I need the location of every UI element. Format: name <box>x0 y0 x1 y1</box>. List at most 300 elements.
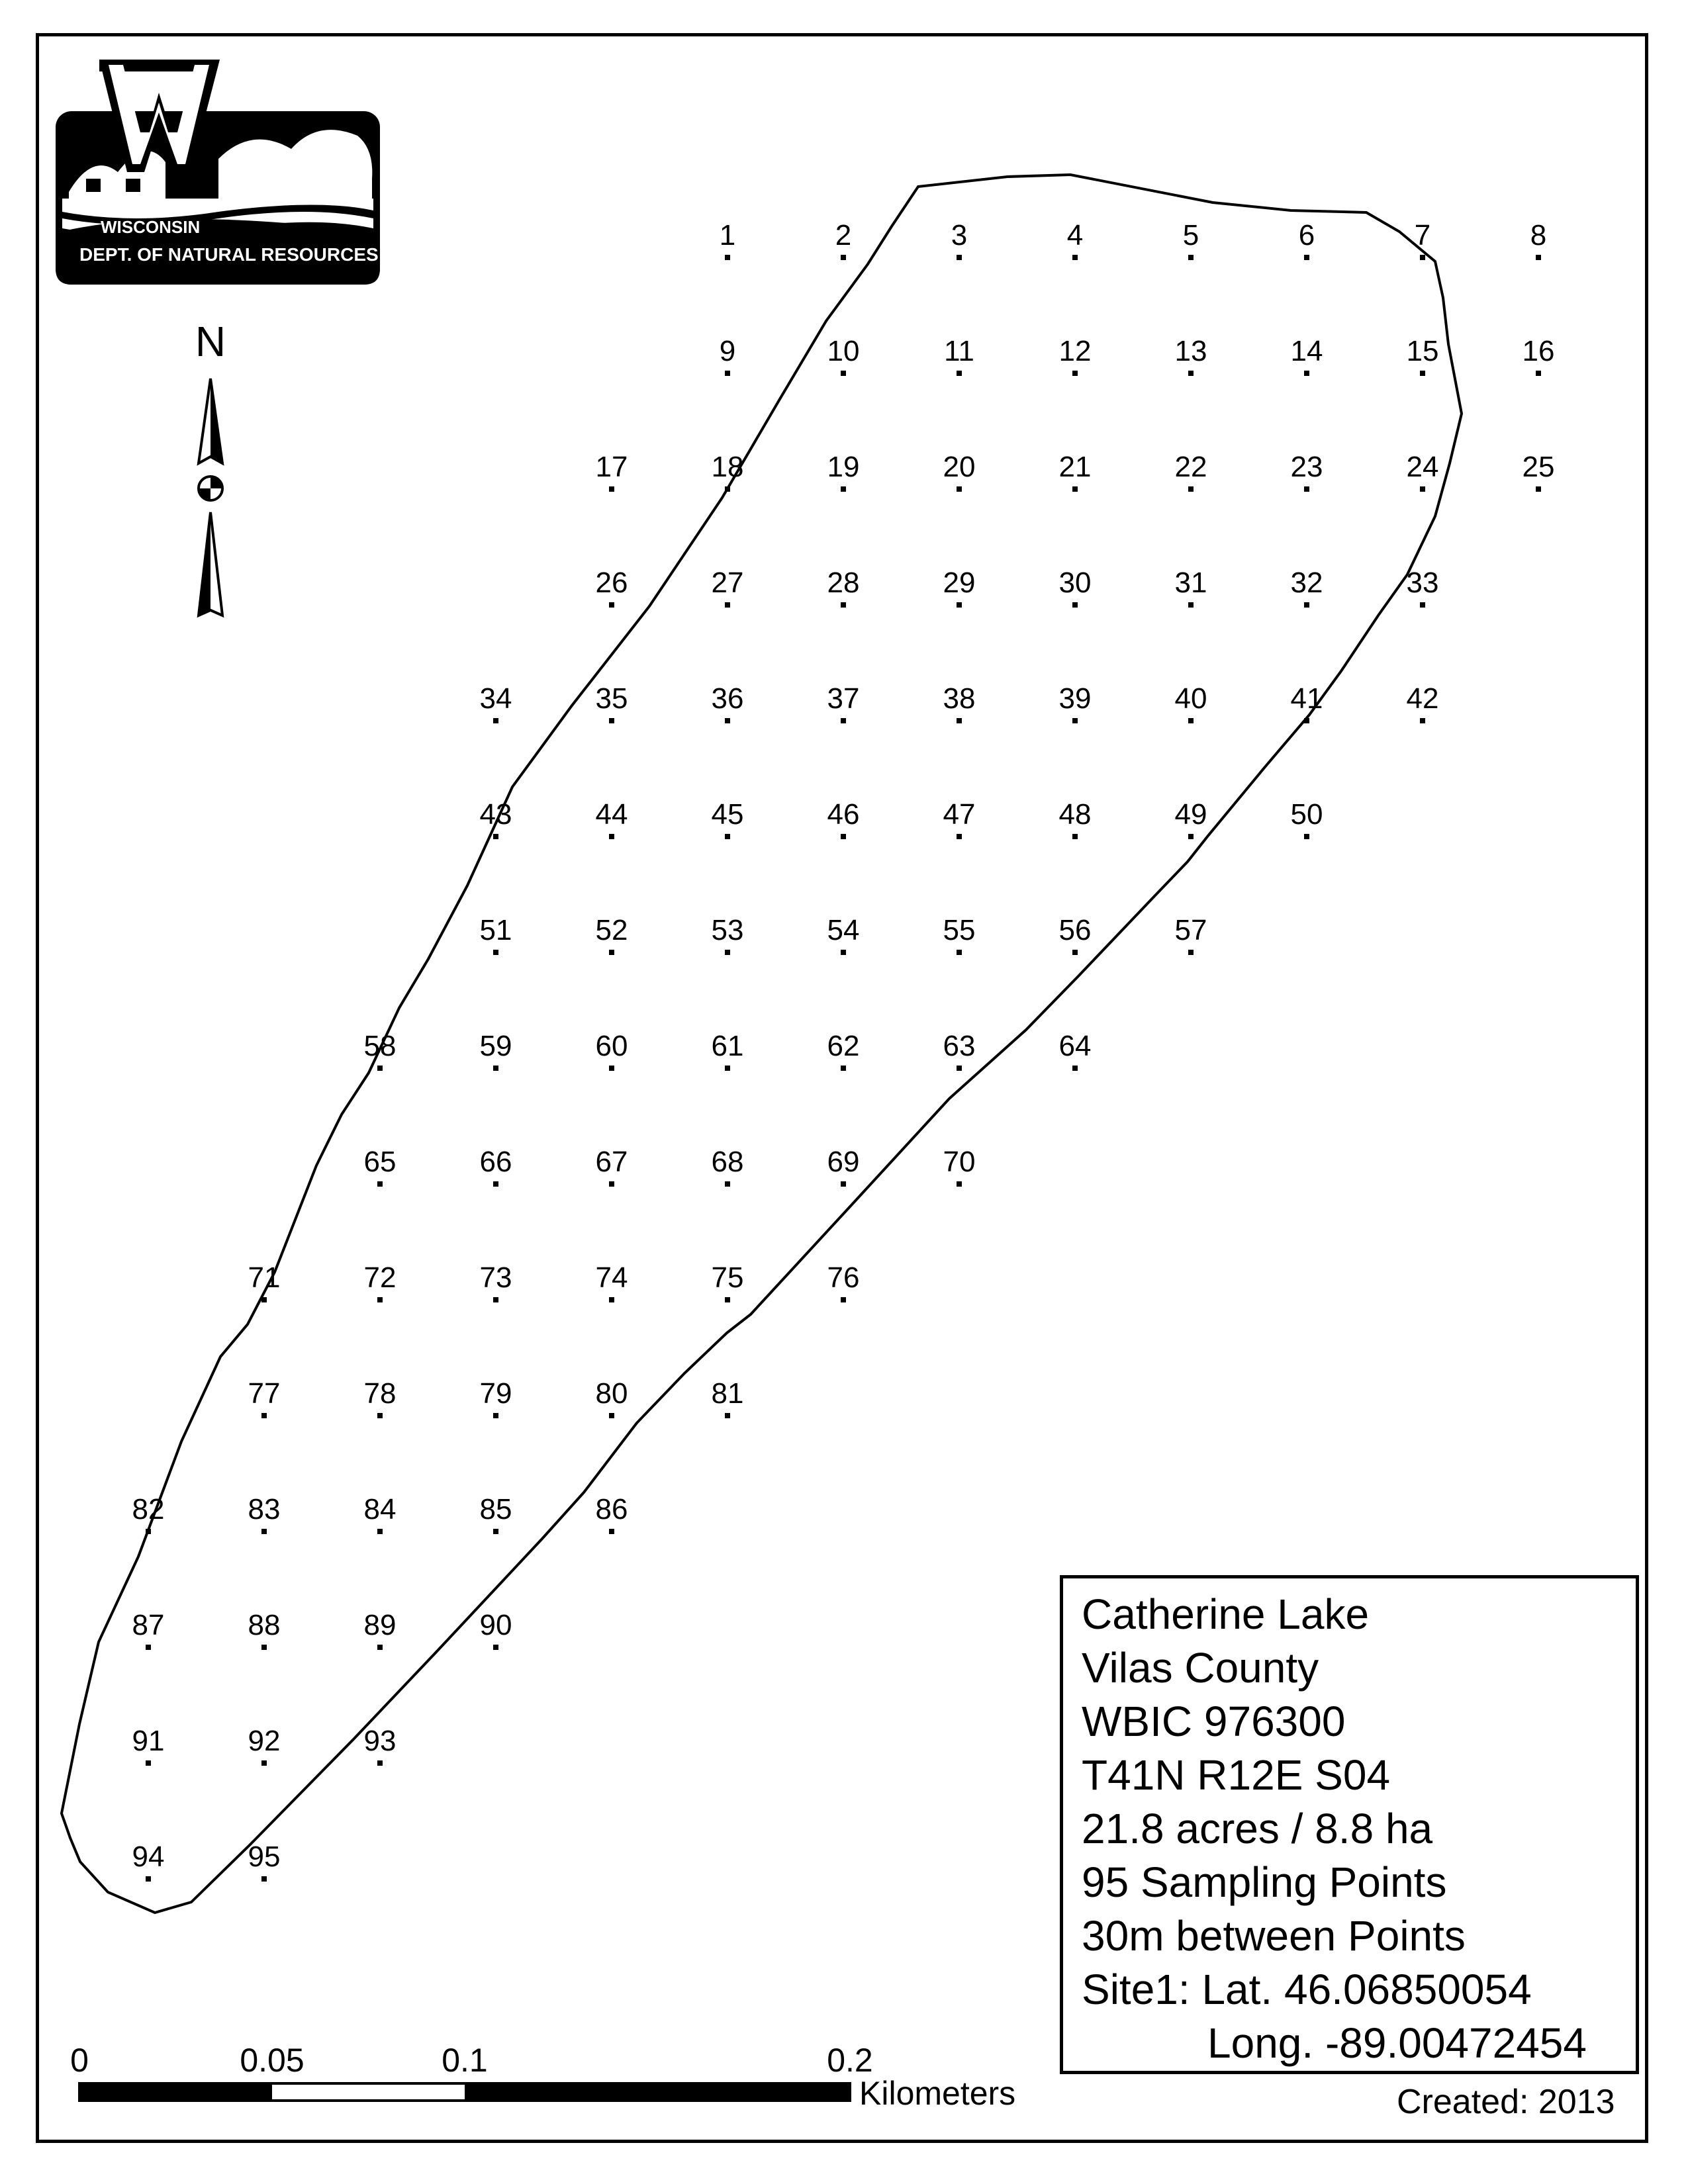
sampling-point-marker <box>725 1413 730 1418</box>
sampling-point <box>1175 335 1207 376</box>
sampling-point-label: 67 <box>595 1146 628 1178</box>
sampling-point-marker <box>1188 602 1194 608</box>
sampling-point <box>480 682 512 723</box>
sampling-point <box>364 1030 397 1071</box>
sampling-point <box>1059 798 1092 839</box>
sampling-point-label: 65 <box>363 1146 397 1178</box>
sampling-point-label: 61 <box>711 1030 744 1062</box>
sampling-point-marker <box>493 1181 498 1187</box>
sampling-point <box>712 1030 744 1071</box>
sampling-point-label: 76 <box>827 1261 860 1294</box>
sampling-point-label: 95 <box>248 1841 281 1873</box>
sampling-point <box>827 451 860 492</box>
sampling-point-label: 48 <box>1058 798 1092 831</box>
sampling-point-marker <box>1072 486 1078 492</box>
sampling-point-label: 42 <box>1406 682 1439 715</box>
sampling-point <box>248 1725 281 1766</box>
sampling-point-marker <box>1188 371 1194 376</box>
sampling-point-label: 85 <box>479 1493 512 1525</box>
sampling-point-marker <box>377 1297 383 1302</box>
sampling-point <box>827 682 860 723</box>
sampling-point-label: 81 <box>711 1377 744 1410</box>
sampling-point <box>720 335 735 376</box>
sampling-point-marker <box>1188 486 1194 492</box>
sampling-point-label: 24 <box>1406 451 1439 483</box>
sampling-point-label: 20 <box>943 451 976 483</box>
sampling-point <box>1299 219 1315 260</box>
sampling-point-marker <box>261 1876 267 1882</box>
sampling-point-label: 77 <box>248 1377 281 1410</box>
sampling-point-marker <box>1420 371 1425 376</box>
sampling-point-marker <box>841 718 846 723</box>
sampling-point-marker <box>725 486 730 492</box>
sampling-point-marker <box>146 1645 151 1650</box>
sampling-point-label: 18 <box>711 451 744 483</box>
sampling-point-label: 62 <box>827 1030 860 1062</box>
sampling-point <box>1523 451 1555 492</box>
sampling-point-label: 56 <box>1058 914 1092 946</box>
sampling-point-marker <box>841 371 846 376</box>
sampling-point-label: 84 <box>363 1493 397 1525</box>
sampling-point <box>827 567 860 608</box>
sampling-point <box>835 219 851 260</box>
sampling-point-marker <box>957 834 962 839</box>
sampling-point-marker <box>725 255 730 260</box>
sampling-point-label: 93 <box>363 1725 397 1757</box>
sampling-point-marker <box>493 1297 498 1302</box>
sampling-point <box>596 567 628 608</box>
sampling-point-marker <box>493 950 498 955</box>
sampling-point-label: 27 <box>711 567 744 599</box>
scale-tick-0: 0 <box>70 2042 89 2079</box>
sampling-point <box>248 1609 281 1650</box>
sampling-point <box>943 567 976 608</box>
sampling-point-marker <box>725 1181 730 1187</box>
sampling-point-marker <box>493 718 498 723</box>
sampling-point-marker <box>493 1066 498 1071</box>
sampling-point <box>944 335 974 376</box>
sampling-point <box>248 1841 281 1882</box>
sampling-point <box>132 1841 165 1882</box>
sampling-point-label: 52 <box>595 914 628 946</box>
sampling-point-marker <box>261 1760 267 1766</box>
sampling-point <box>596 1493 628 1534</box>
sampling-point-marker <box>1072 602 1078 608</box>
sampling-point-marker <box>1188 950 1194 955</box>
sampling-point-marker <box>609 1181 614 1187</box>
logo-line2: DEPT. OF NATURAL RESOURCES <box>79 244 379 265</box>
sampling-point-marker <box>957 255 962 260</box>
sampling-point <box>364 1377 397 1418</box>
sampling-point-label: 34 <box>479 682 512 715</box>
sampling-point-marker <box>146 1876 151 1882</box>
sampling-point-label: 91 <box>132 1725 165 1757</box>
sampling-point-marker <box>957 950 962 955</box>
sampling-point-label: 15 <box>1406 335 1439 367</box>
sampling-point-label: 90 <box>479 1609 512 1641</box>
sampling-point <box>712 914 744 955</box>
sampling-point-marker <box>1072 1066 1078 1071</box>
sampling-point <box>1175 682 1207 723</box>
sampling-point <box>1291 567 1323 608</box>
sampling-point <box>132 1725 165 1766</box>
sampling-point-label: 82 <box>132 1493 165 1525</box>
sampling-point-label: 3 <box>951 219 968 251</box>
sampling-point <box>1291 451 1323 492</box>
sampling-point <box>943 798 976 839</box>
sampling-point-marker <box>609 1413 614 1418</box>
sampling-point-marker <box>841 1181 846 1187</box>
sampling-point-label: 73 <box>479 1261 512 1294</box>
sampling-point-marker <box>1072 255 1078 260</box>
sampling-point-marker <box>1072 371 1078 376</box>
logo-line1: WISCONSIN <box>101 217 201 237</box>
sampling-point-marker <box>1536 486 1541 492</box>
sampling-point-label: 10 <box>827 335 860 367</box>
sampling-point-marker <box>1304 602 1309 608</box>
sampling-point-marker <box>1188 255 1194 260</box>
sampling-point-marker <box>377 1645 383 1650</box>
site-latitude: Site1: Lat. 46.06850054 <box>1082 1966 1532 2013</box>
sampling-point-label: 31 <box>1174 567 1207 599</box>
sampling-point-marker <box>725 950 730 955</box>
sampling-point-marker <box>841 950 846 955</box>
sampling-point <box>712 1146 744 1187</box>
sampling-point <box>712 451 744 492</box>
sampling-point-marker <box>261 1413 267 1418</box>
sampling-point-marker <box>1304 371 1309 376</box>
sampling-point-marker <box>609 1066 614 1071</box>
sampling-point-label: 4 <box>1066 219 1084 251</box>
sampling-point <box>480 914 512 955</box>
sampling-point-label: 5 <box>1182 219 1199 251</box>
lake-area: 21.8 acres / 8.8 ha <box>1082 1805 1433 1852</box>
sampling-point-marker <box>146 1760 151 1766</box>
sampling-point-label: 25 <box>1522 451 1555 483</box>
sampling-point-marker <box>957 371 962 376</box>
sampling-point-marker <box>841 486 846 492</box>
sampling-point-label: 68 <box>711 1146 744 1178</box>
sampling-point-label: 29 <box>943 567 976 599</box>
sampling-point-label: 46 <box>827 798 860 831</box>
sampling-point-marker <box>609 602 614 608</box>
sampling-point <box>248 1261 281 1302</box>
sampling-point-marker <box>377 1066 383 1071</box>
sampling-point-label: 33 <box>1406 567 1439 599</box>
sampling-point <box>364 1725 397 1766</box>
sampling-point <box>364 1261 397 1302</box>
sampling-point-label: 37 <box>827 682 860 715</box>
sampling-point-label: 66 <box>479 1146 512 1178</box>
sampling-point-label: 11 <box>944 335 974 367</box>
sampling-point-marker <box>1072 834 1078 839</box>
sampling-point-marker <box>725 834 730 839</box>
sampling-point-label: 74 <box>595 1261 628 1294</box>
wdnr-logo-icon <box>56 60 380 285</box>
sampling-point-label: 47 <box>943 798 976 831</box>
sampling-point <box>596 1030 628 1071</box>
sampling-point-label: 64 <box>1058 1030 1092 1062</box>
sampling-point <box>720 219 735 260</box>
sampling-point-marker <box>493 834 498 839</box>
sampling-point-marker <box>146 1529 151 1534</box>
sampling-point-marker <box>1304 834 1309 839</box>
created-date: Created: 2013 <box>1397 2083 1615 2121</box>
sampling-point <box>943 451 976 492</box>
sampling-point-label: 36 <box>711 682 744 715</box>
sampling-point-label: 16 <box>1522 335 1555 367</box>
sampling-point <box>480 1030 512 1071</box>
sampling-point-marker <box>841 1066 846 1071</box>
sampling-point <box>596 451 628 492</box>
sampling-point-label: 40 <box>1174 682 1207 715</box>
sampling-point-marker <box>609 1297 614 1302</box>
sampling-point <box>1523 335 1555 376</box>
sampling-point-marker <box>725 1297 730 1302</box>
sampling-point-label: 79 <box>479 1377 512 1410</box>
sampling-point <box>1407 451 1439 492</box>
sampling-point-label: 23 <box>1290 451 1323 483</box>
sampling-point-marker <box>957 486 962 492</box>
sampling-point <box>480 1609 512 1650</box>
sampling-point-marker <box>1420 718 1425 723</box>
sampling-point-label: 88 <box>248 1609 281 1641</box>
sampling-point-label: 22 <box>1174 451 1207 483</box>
plss-location: T41N R12E S04 <box>1082 1751 1391 1799</box>
sampling-point-marker <box>609 718 614 723</box>
sampling-point-label: 58 <box>363 1030 397 1062</box>
sampling-point-marker <box>957 718 962 723</box>
sampling-point-marker <box>957 1181 962 1187</box>
sampling-point-label: 35 <box>595 682 628 715</box>
sampling-point-label: 89 <box>363 1609 397 1641</box>
sampling-point-marker <box>1072 718 1078 723</box>
sampling-point-marker <box>1304 255 1309 260</box>
sampling-point-label: 87 <box>132 1609 165 1641</box>
sampling-point <box>1175 914 1207 955</box>
sampling-point-label: 92 <box>248 1725 281 1757</box>
sampling-point-marker <box>377 1413 383 1418</box>
sampling-point <box>827 1146 860 1187</box>
sampling-point <box>1291 798 1323 839</box>
sampling-point <box>1291 335 1323 376</box>
sampling-point-marker <box>841 834 846 839</box>
north-arrow-icon <box>195 318 226 615</box>
sampling-point <box>827 1261 860 1302</box>
sampling-point <box>1183 219 1199 260</box>
sampling-point-label: 19 <box>827 451 860 483</box>
sampling-point-marker <box>261 1297 267 1302</box>
sampling-point <box>1175 798 1207 839</box>
sampling-point-label: 7 <box>1414 219 1431 251</box>
north-label: N <box>195 318 226 365</box>
sampling-point <box>943 914 976 955</box>
sampling-point-marker <box>957 1066 962 1071</box>
sampling-point-label: 70 <box>943 1146 976 1178</box>
sampling-point-marker <box>1420 255 1425 260</box>
sampling-point-label: 80 <box>595 1377 628 1410</box>
sampling-point-label: 6 <box>1298 219 1315 251</box>
sampling-point-label: 8 <box>1530 219 1547 251</box>
sampling-point <box>596 682 628 723</box>
sampling-point-label: 50 <box>1290 798 1323 831</box>
sampling-point-label: 14 <box>1290 335 1323 367</box>
sampling-point-label: 78 <box>363 1377 397 1410</box>
sampling-point <box>712 1377 744 1418</box>
sampling-point-marker <box>261 1529 267 1534</box>
sampling-point-marker <box>1304 486 1309 492</box>
sampling-point-label: 13 <box>1174 335 1207 367</box>
sampling-point-label: 30 <box>1058 567 1092 599</box>
sampling-point-label: 39 <box>1058 682 1092 715</box>
sampling-point <box>1407 335 1439 376</box>
sampling-point <box>1530 219 1546 260</box>
sampling-point <box>132 1609 165 1650</box>
sampling-point <box>1059 1030 1092 1071</box>
sampling-point-label: 60 <box>595 1030 628 1062</box>
site-longitude: Long. -89.00472454 <box>1207 2019 1587 2067</box>
sampling-point-label: 1 <box>719 219 736 251</box>
sampling-point-marker <box>1072 950 1078 955</box>
sampling-point-label: 72 <box>363 1261 397 1294</box>
scale-tick-1: 0.05 <box>240 2042 305 2079</box>
sampling-point-label: 69 <box>827 1146 860 1178</box>
sampling-point-marker <box>725 1066 730 1071</box>
sampling-point <box>1059 914 1092 955</box>
county-name: Vilas County <box>1082 1644 1319 1692</box>
sampling-point <box>712 798 744 839</box>
sampling-point <box>596 1377 628 1418</box>
sampling-point-marker <box>841 602 846 608</box>
sampling-point-label: 2 <box>835 219 852 251</box>
sampling-point <box>1175 567 1207 608</box>
sampling-point <box>1059 567 1092 608</box>
scale-tick-2: 0.1 <box>442 2042 488 2079</box>
sampling-point-label: 94 <box>132 1841 165 1873</box>
sampling-point-label: 51 <box>479 914 512 946</box>
sampling-point-marker <box>493 1529 498 1534</box>
sampling-point-marker <box>493 1645 498 1650</box>
sampling-point <box>712 567 744 608</box>
sampling-point <box>248 1377 281 1418</box>
sampling-point-marker <box>1536 255 1541 260</box>
sampling-point-label: 12 <box>1058 335 1092 367</box>
sampling-point <box>943 1146 976 1187</box>
sampling-point <box>480 798 512 839</box>
sampling-point <box>827 1030 860 1071</box>
sampling-point-label: 71 <box>248 1261 281 1294</box>
sampling-point-count: 95 Sampling Points <box>1082 1858 1447 1906</box>
sampling-point-marker <box>725 602 730 608</box>
sampling-point-label: 9 <box>719 335 736 367</box>
sampling-point-marker <box>377 1529 383 1534</box>
sampling-point-label: 63 <box>943 1030 976 1062</box>
sampling-point <box>480 1146 512 1187</box>
sampling-point-label: 57 <box>1174 914 1207 946</box>
sampling-point <box>480 1261 512 1302</box>
sampling-point-label: 75 <box>711 1261 744 1294</box>
sampling-point-marker <box>1420 486 1425 492</box>
lake-name: Catherine Lake <box>1082 1590 1370 1638</box>
sampling-point-label: 53 <box>711 914 744 946</box>
sampling-point-label: 44 <box>595 798 628 831</box>
sampling-point-marker <box>841 1297 846 1302</box>
sampling-point <box>596 914 628 955</box>
sampling-point-marker <box>725 718 730 723</box>
sampling-point-marker <box>725 371 730 376</box>
sampling-point <box>1059 451 1092 492</box>
sampling-point <box>712 1261 744 1302</box>
sampling-point-marker <box>609 486 614 492</box>
sampling-point <box>1407 567 1439 608</box>
sampling-point-label: 43 <box>479 798 512 831</box>
sampling-point-label: 86 <box>595 1493 628 1525</box>
sampling-point <box>943 1030 976 1071</box>
sampling-point <box>827 914 860 955</box>
sampling-point <box>248 1493 281 1534</box>
sampling-point-marker <box>609 834 614 839</box>
sampling-point <box>364 1609 397 1650</box>
sampling-point-label: 59 <box>479 1030 512 1062</box>
sampling-point-marker <box>261 1645 267 1650</box>
sampling-point <box>1059 682 1092 723</box>
sampling-point <box>827 335 860 376</box>
scale-unit: Kilometers <box>859 2075 1016 2112</box>
scale-tick-3: 0.2 <box>827 2042 873 2079</box>
sampling-point <box>1415 219 1430 260</box>
sampling-point-marker <box>1188 718 1194 723</box>
sampling-point <box>827 798 860 839</box>
sampling-point-marker <box>1420 602 1425 608</box>
sampling-point-label: 41 <box>1290 682 1323 715</box>
sampling-point-label: 55 <box>943 914 976 946</box>
sampling-point <box>596 1261 628 1302</box>
sampling-point <box>1175 451 1207 492</box>
sampling-point <box>596 1146 628 1187</box>
sampling-point-marker <box>841 255 846 260</box>
sampling-point-label: 38 <box>943 682 976 715</box>
sampling-point-label: 83 <box>248 1493 281 1525</box>
point-spacing: 30m between Points <box>1082 1912 1466 1960</box>
sampling-point-marker <box>609 950 614 955</box>
sampling-point-marker <box>377 1760 383 1766</box>
sampling-point <box>480 1377 512 1418</box>
map-info-box <box>1060 1575 1639 2074</box>
sampling-point-marker <box>377 1181 383 1187</box>
sampling-point <box>364 1493 397 1534</box>
sampling-point <box>1059 335 1092 376</box>
wbic-code: WBIC 976300 <box>1082 1698 1346 1745</box>
sampling-point <box>480 1493 512 1534</box>
sampling-point <box>1067 219 1083 260</box>
sampling-point-marker <box>957 602 962 608</box>
sampling-point <box>364 1146 397 1187</box>
sampling-point-marker <box>1188 834 1194 839</box>
sampling-point-marker <box>1304 718 1309 723</box>
sampling-point <box>1407 682 1439 723</box>
sampling-point-label: 54 <box>827 914 860 946</box>
sampling-point-label: 32 <box>1290 567 1323 599</box>
sampling-point-label: 26 <box>595 567 628 599</box>
sampling-point-label: 45 <box>711 798 744 831</box>
sampling-point <box>951 219 967 260</box>
sampling-point-label: 49 <box>1174 798 1207 831</box>
sampling-point <box>712 682 744 723</box>
sampling-point-marker <box>493 1413 498 1418</box>
sampling-point-label: 28 <box>827 567 860 599</box>
sampling-point <box>943 682 976 723</box>
sampling-point-marker <box>609 1529 614 1534</box>
